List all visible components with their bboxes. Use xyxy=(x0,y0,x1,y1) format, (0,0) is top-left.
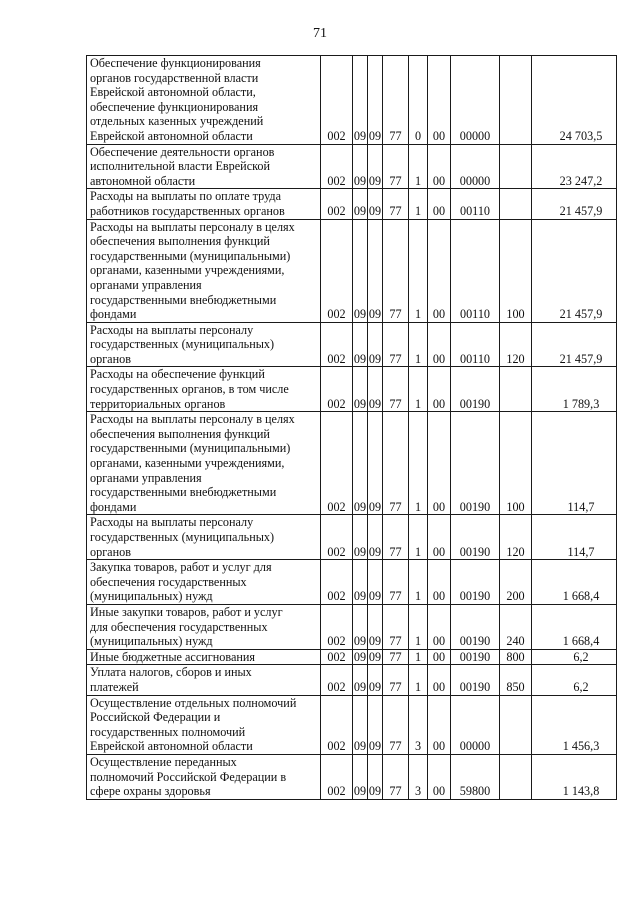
cell-section-code: 09 xyxy=(353,515,368,560)
cell-direction-code: 00 xyxy=(428,560,451,605)
cell-section-code: 09 xyxy=(353,219,368,322)
cell-expense-code: 00110 xyxy=(451,322,500,367)
table-row xyxy=(87,560,617,605)
cell-expense-code: 00000 xyxy=(451,695,500,754)
cell-section-code: 09 xyxy=(353,649,367,664)
cell-subprogram-code: 1 xyxy=(409,189,428,219)
cell-subsection-code: 09 xyxy=(368,322,383,367)
cell-direction-code: 00 xyxy=(428,665,451,695)
cell-expense-type-code xyxy=(500,189,532,219)
cell-subsection-code: 09 xyxy=(368,560,383,605)
cell-ved-code: 002 xyxy=(321,56,353,145)
row-name: Иные закупки товаров, работ и услуг для обеспечения государственных (муниципальных) нужд xyxy=(87,604,321,649)
table-row xyxy=(87,754,617,799)
cell-program-code: 77 xyxy=(383,515,409,560)
cell-direction-code: 00 xyxy=(428,322,451,367)
cell-program-code: 77 xyxy=(383,322,409,367)
cell-program-code: 77 xyxy=(383,219,409,322)
cell-direction-code: 00 xyxy=(428,695,451,754)
cell-expense-type-code: 200 xyxy=(500,560,532,605)
cell-section-code: 09 xyxy=(353,144,368,189)
cell-subsection-code: 09 xyxy=(368,695,383,754)
cell-ved-code: 002 xyxy=(321,754,353,799)
cell-subprogram-code: 1 xyxy=(409,649,428,665)
table-row xyxy=(87,219,617,322)
cell-ved-code: 002 xyxy=(321,665,353,695)
cell-expense-code: 00190 xyxy=(451,665,500,695)
cell-direction-code: 00 xyxy=(428,515,451,560)
budget-table xyxy=(86,55,617,800)
cell-section-code: 09 xyxy=(353,695,368,754)
row-name: Осуществление переданных полномочий Российской Федерации в сфере охраны здоровья xyxy=(87,754,321,799)
cell-program-code: 77 xyxy=(383,754,409,799)
cell-subprogram-code: 1 xyxy=(409,144,428,189)
cell-subsection-code: 09 xyxy=(368,649,382,664)
row-name: Расходы на выплаты персоналу государственных (муниципальных) органов xyxy=(87,515,321,560)
cell-program-code: 77 xyxy=(383,412,409,515)
cell-expense-code: 00190 xyxy=(451,367,500,412)
cell-direction-code: 00 xyxy=(428,412,451,515)
cell-subsection-code: 09 xyxy=(368,515,383,560)
cell-expense-code: 00000 xyxy=(451,144,500,189)
row-name: Обеспечение деятельности органов исполнительной власти Еврейской автономной области xyxy=(87,144,321,189)
cell-direction-code: 00 xyxy=(428,649,451,665)
cell-ved-code: 002 xyxy=(321,649,353,665)
cell-amount: 1 668,4 xyxy=(532,604,617,649)
cell-program-code: 77 xyxy=(383,649,409,665)
row-name: Расходы на выплаты по оплате труда работников государственных органов xyxy=(87,189,321,219)
cell-section-code: 09 xyxy=(353,560,368,605)
cell-expense-type-code: 240 xyxy=(500,604,532,649)
table-row xyxy=(87,189,617,219)
cell-amount: 6,2 xyxy=(532,649,617,665)
cell-section-code: 09 xyxy=(353,665,368,695)
cell-ved-code: 002 xyxy=(321,189,353,219)
cell-program-code: 77 xyxy=(383,144,409,189)
cell-direction-code: 00 xyxy=(428,144,451,189)
cell-subprogram-code: 1 xyxy=(409,665,428,695)
cell-expense-type-code xyxy=(500,367,532,412)
cell-direction-code: 00 xyxy=(428,219,451,322)
cell-expense-type-code: 120 xyxy=(500,515,532,560)
cell-amount: 21 457,9 xyxy=(532,219,617,322)
table-row xyxy=(87,144,617,189)
row-name: Закупка товаров, работ и услуг для обеспечения государственных (муниципальных) нужд xyxy=(87,560,321,605)
cell-subprogram-code: 3 xyxy=(409,754,428,799)
page-number: 71 xyxy=(313,26,327,41)
cell-amount: 21 457,9 xyxy=(532,189,617,219)
table-row xyxy=(87,367,617,412)
row-name: Расходы на выплаты персоналу в целях обеспечения выполнения функций государственными (муниципальными) органами, казенными учреждениями, органами управления государственными внебюджетными фондами xyxy=(87,219,321,322)
cell-subsection-code: 09 xyxy=(368,665,383,695)
cell-direction-code: 00 xyxy=(428,604,451,649)
cell-program-code: 77 xyxy=(383,367,409,412)
cell-amount: 24 703,5 xyxy=(532,56,617,145)
cell-expense-code: 00190 xyxy=(451,515,500,560)
cell-amount: 21 457,9 xyxy=(532,322,617,367)
cell-ved-code: 002 xyxy=(321,144,353,189)
cell-amount: 114,7 xyxy=(532,412,617,515)
cell-amount: 6,2 xyxy=(532,665,617,695)
cell-amount: 1 456,3 xyxy=(532,695,617,754)
cell-amount: 1 143,8 xyxy=(532,754,617,799)
cell-subsection-code: 09 xyxy=(368,219,383,322)
cell-program-code: 77 xyxy=(383,604,409,649)
cell-ved-code: 002 xyxy=(321,219,353,322)
table-row xyxy=(87,695,617,754)
cell-program-code: 77 xyxy=(383,56,409,145)
cell-direction-code: 00 xyxy=(428,189,451,219)
cell-subprogram-code: 1 xyxy=(409,515,428,560)
cell-program-code: 77 xyxy=(383,560,409,605)
cell-ved-code: 002 xyxy=(321,695,353,754)
cell-section-code: 09 xyxy=(353,189,368,219)
cell-expense-type-code: 800 xyxy=(500,649,532,665)
budget-table-body xyxy=(87,56,617,800)
cell-expense-type-code xyxy=(500,56,532,145)
row-name: Осуществление отдельных полномочий Российской Федерации и государственных полномочий Еврейской автономной области xyxy=(87,695,321,754)
table-row xyxy=(87,665,617,695)
cell-ved-code: 002 xyxy=(321,604,353,649)
cell-ved-code: 002 xyxy=(321,515,353,560)
cell-expense-code: 00110 xyxy=(451,219,500,322)
cell-expense-type-code xyxy=(500,754,532,799)
cell-subsection-code: 09 xyxy=(368,144,383,189)
cell-subsection-code: 09 xyxy=(368,412,383,515)
table-row xyxy=(87,604,617,649)
table-row xyxy=(87,515,617,560)
cell-expense-code: 00190 xyxy=(451,649,500,665)
cell-expense-type-code xyxy=(500,144,532,189)
cell-subsection-code: 09 xyxy=(368,189,383,219)
row-name: Расходы на обеспечение функций государственных органов, в том числе территориальных органов xyxy=(87,367,321,412)
cell-ved-code: 002 xyxy=(321,322,353,367)
row-name: Уплата налогов, сборов и иных платежей xyxy=(87,665,321,695)
cell-amount: 23 247,2 xyxy=(532,144,617,189)
cell-expense-code: 00000 xyxy=(451,56,500,145)
row-name: Обеспечение функционирования органов государственной власти Еврейской автономной области, обеспечение функционирования отдельных казенных учреждений Еврейской автономной области xyxy=(87,56,321,145)
cell-section-code: 09 xyxy=(353,412,368,515)
cell-subprogram-code: 1 xyxy=(409,219,428,322)
table-row xyxy=(87,322,617,367)
cell-program-code: 77 xyxy=(383,665,409,695)
cell-section-code: 09 xyxy=(353,56,368,145)
row-name: Расходы на выплаты персоналу государственных (муниципальных) органов xyxy=(87,322,321,367)
cell-amount: 1 668,4 xyxy=(532,560,617,605)
cell-subsection-code: 09 xyxy=(368,604,383,649)
table-row xyxy=(87,649,617,665)
cell-subsection-code: 09 xyxy=(368,367,383,412)
cell-subsection-code: 09 xyxy=(368,56,383,145)
cell-expense-type-code: 850 xyxy=(500,665,532,695)
cell-ved-code: 002 xyxy=(321,367,353,412)
cell-expense-code: 00110 xyxy=(451,189,500,219)
cell-subsection-code: 09 xyxy=(368,754,383,799)
cell-expense-type-code xyxy=(500,695,532,754)
table-row xyxy=(87,56,617,145)
cell-expense-type-code: 120 xyxy=(500,322,532,367)
cell-expense-type-code: 100 xyxy=(500,412,532,515)
cell-expense-code: 59800 xyxy=(451,754,500,799)
cell-subprogram-code: 1 xyxy=(409,322,428,367)
cell-direction-code: 00 xyxy=(428,56,451,145)
cell-section-code: 09 xyxy=(353,604,368,649)
cell-ved-code: 002 xyxy=(321,412,353,515)
cell-subprogram-code: 1 xyxy=(409,367,428,412)
cell-subprogram-code: 3 xyxy=(409,695,428,754)
cell-section-code: 09 xyxy=(353,322,368,367)
cell-ved-code: 002 xyxy=(321,560,353,605)
cell-expense-code: 00190 xyxy=(451,604,500,649)
cell-expense-code: 00190 xyxy=(451,560,500,605)
cell-subprogram-code: 1 xyxy=(409,604,428,649)
cell-expense-type-code: 100 xyxy=(500,219,532,322)
cell-direction-code: 00 xyxy=(428,367,451,412)
table-row xyxy=(87,412,617,515)
row-name: Иные бюджетные ассигнования xyxy=(87,649,321,665)
cell-section-code: 09 xyxy=(353,754,368,799)
cell-section-code: 09 xyxy=(353,367,368,412)
cell-subprogram-code: 0 xyxy=(409,56,428,145)
cell-direction-code: 00 xyxy=(428,754,451,799)
cell-subprogram-code: 1 xyxy=(409,560,428,605)
cell-amount: 114,7 xyxy=(532,515,617,560)
cell-program-code: 77 xyxy=(383,189,409,219)
cell-amount: 1 789,3 xyxy=(532,367,617,412)
cell-subprogram-code: 1 xyxy=(409,412,428,515)
row-name: Расходы на выплаты персоналу в целях обеспечения выполнения функций государственными (муниципальными) органами, казенными учреждениями, органами управления государственными внебюджетными фондами xyxy=(87,412,321,515)
cell-expense-code: 00190 xyxy=(451,412,500,515)
cell-program-code: 77 xyxy=(383,695,409,754)
